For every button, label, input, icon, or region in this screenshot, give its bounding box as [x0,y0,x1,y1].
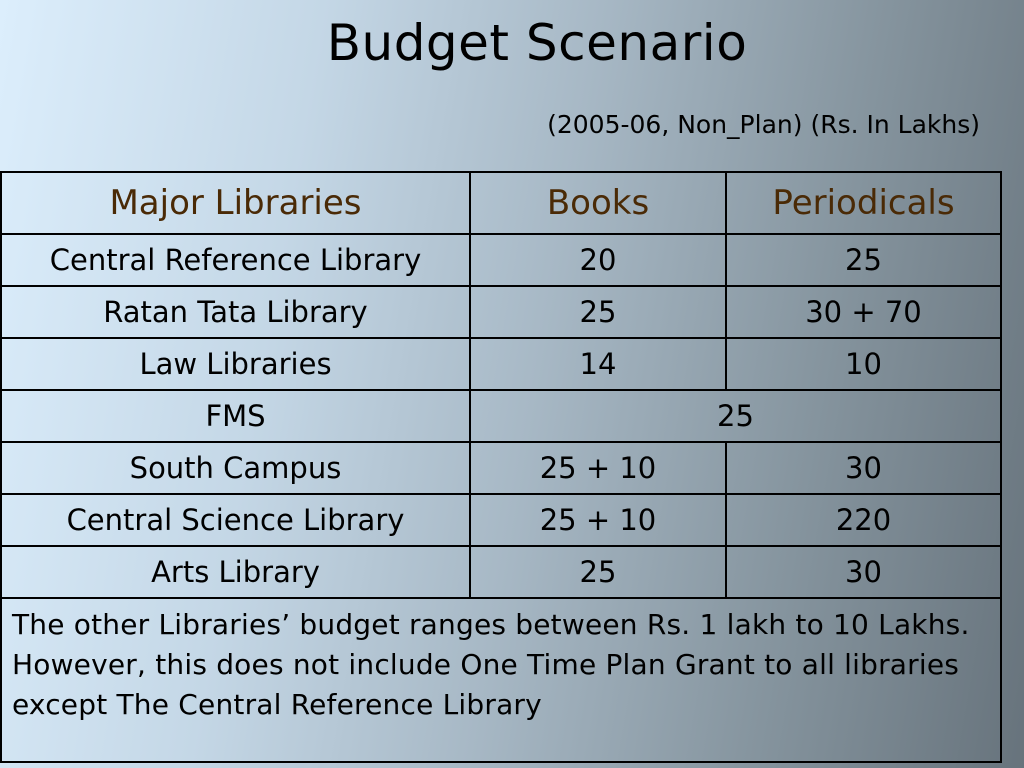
books-cell: 25 + 10 [470,442,726,494]
table-row [1,390,1001,442]
books-cell: 25 + 10 [470,494,726,546]
periodicals-cell: 30 [726,546,1001,598]
books-cell: 20 [470,234,726,286]
note-row [1,598,1001,762]
table-row [1,286,1001,338]
slide-title: Budget Scenario [326,14,748,72]
slide-subtitle: (2005-06, Non_Plan) (Rs. In Lakhs) [547,110,980,139]
books-cell: 25 [470,286,726,338]
budget-table [0,171,1002,763]
table-row [1,442,1001,494]
library-name-cell: Central Science Library [1,494,470,546]
books-cell: 14 [470,338,726,390]
library-name-cell: Law Libraries [1,338,470,390]
library-name-cell: Central Reference Library [1,234,470,286]
library-name-cell: FMS [1,390,470,442]
table-header-row [1,172,1001,234]
periodicals-cell: 30 + 70 [726,286,1001,338]
column-header-periodicals: Periodicals [726,172,1001,234]
periodicals-cell: 220 [726,494,1001,546]
periodicals-cell: 25 [726,234,1001,286]
periodicals-cell: 10 [726,338,1001,390]
periodicals-cell: 30 [726,442,1001,494]
column-header-books: Books [470,172,726,234]
library-name-cell: South Campus [1,442,470,494]
table-row [1,338,1001,390]
table-row [1,546,1001,598]
column-header-major-libraries: Major Libraries [1,172,470,234]
table-row [1,234,1001,286]
books-cell: 25 [470,546,726,598]
combined-budget-cell: 25 [470,390,1001,442]
library-name-cell: Ratan Tata Library [1,286,470,338]
budget-note: The other Libraries’ budget ranges between Rs. 1 lakh to 10 Lakhs. However, this does not include One Time Plan Grant to all libraries except The Central Reference Library [1,598,1001,762]
table-row [1,494,1001,546]
library-name-cell: Arts Library [1,546,470,598]
